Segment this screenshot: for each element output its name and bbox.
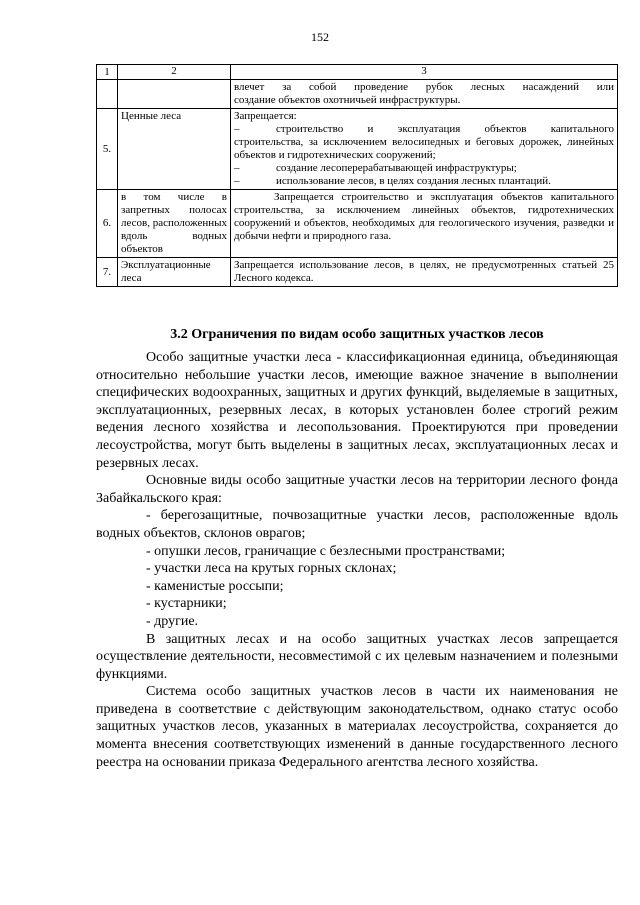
paragraph: Основные виды особо защитные участки лесов на территории лесного фонда Забайкальского края: [96,473,618,506]
dash-marker: – [234,162,240,174]
header-col-3: 3 [231,65,618,80]
list-item: - другие. [146,613,199,629]
paragraph: Система особо защитных участков лесов в части их наименования не приведена в соответствие с действующим законодательством, однако статус особо защитных участков лесов, указанных в материалах лесоустройства, сохраняется до момента внесения соответствующих изменений в данные государственного лесного реестра на основании приказа Федерального агентства лесного хозяйства. [96,684,618,770]
row-number [97,80,118,109]
row-number: 6. [97,190,118,258]
dash-item-text: создание лесоперерабатывающей инфраструктуры; [276,162,517,174]
table-row [97,258,618,287]
table-row [97,80,618,109]
paragraph: В защитных лесах и на особо защитных участках лесов запрещается осуществление деятельности, несовместимой с их целевым назначением и полезными функциями. [96,631,618,682]
page-number: 152 [311,30,329,44]
dash-item-continuation: строительства, за исключением велосипедных и беговых дорожек, линейных объектов и гидротехнических сооружений; [234,136,614,161]
paragraph: Особо защитные участки леса - классификационная единица, объединяющая относительно небольшие участки лесов, имеющие важное значение в выполнении специфических водоохранных, защитных и других функций, выделяемые в защитных, эксплуатационных, резервных лесах, в которых установлен более строгий режим ведения лесного хозяйства и лесопользования. Проектируются при проведении лесоустройства, могут быть выделены в защитных лесах, эксплуатационных лесах и резервных лесах. [96,350,618,471]
dash-marker: – [234,175,240,187]
text-line: влечет за собой проведение рубок лесных насаждений или [234,81,614,93]
list-item: - опушки лесов, граничащие с безлесными пространствами; [146,543,506,559]
restriction-text [231,109,618,190]
row-number: 5. [97,109,118,190]
forest-category: Эксплуатационные леса [118,258,231,287]
text-line: создание объектов охотничьей инфраструктуры. [234,94,461,106]
restrictions-table [96,64,618,287]
list-item: - кустарники; [146,596,227,612]
dash-marker: – [234,123,240,135]
table-row [97,109,618,190]
restriction-text [231,80,618,109]
forest-category [118,80,231,109]
list-item: - каменистые россыпи; [146,578,284,594]
forest-category: в том числе в запретных полосах лесов, расположенных вдоль водных объектов [118,190,231,258]
forest-category: Ценные леса [118,109,231,190]
restriction-text: Запрещается использование лесов, в целях, не предусмотренных статьей 25 Лесного кодекса. [231,258,618,287]
dash-item [234,175,614,188]
row-number: 7. [97,258,118,287]
header-col-1: 1 [97,65,118,80]
section-body [96,349,618,771]
restriction-intro: Запрещается: [234,110,297,122]
list-item: - берегозащитные, почвозащитные участки лесов, расположенные вдоль водных объектов, склонов оврагов; [96,508,618,541]
dash-item-text: использование лесов, в целях создания лесных плантаций. [276,175,551,187]
list-item: - участки леса на крутых горных склонах; [146,561,397,577]
dash-item [234,123,614,136]
restriction-text: Запрещается строительство и эксплуатация объектов капитального строительства, за исключением линейных объектов, гидротехнических сооружений и объектов, необходимых для геологического изучения, разведки и добычи нефти и природного газа. [231,190,618,258]
dash-item-text: строительство и эксплуатация объектов капитального [276,123,614,135]
table-header-row [97,65,618,80]
dash-item [234,162,614,175]
header-col-2: 2 [118,65,231,80]
section-title: 3.2 Ограничения по видам особо защитных участков лесов [170,327,544,342]
table-row [97,190,618,258]
